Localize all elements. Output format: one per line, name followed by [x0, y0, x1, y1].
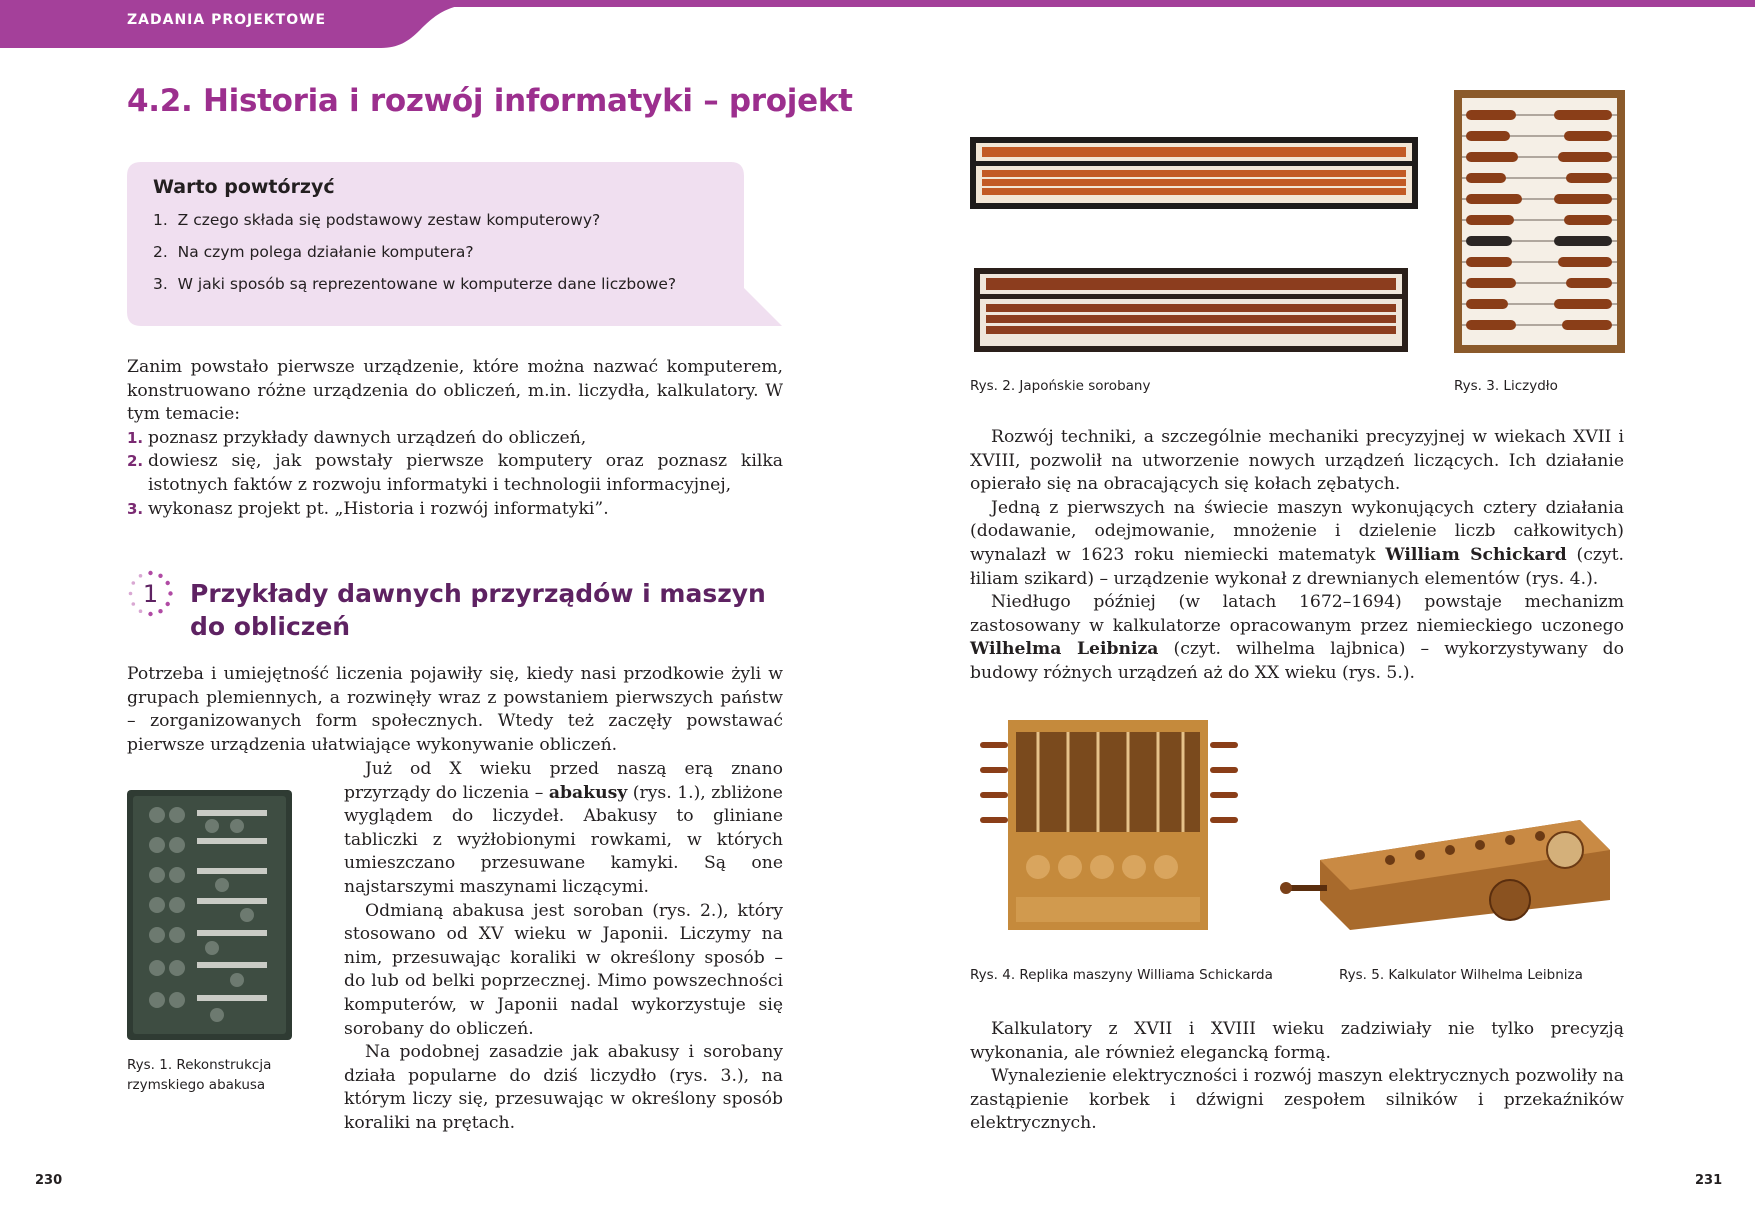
text-run: (czyt. łiliam szikard) – urządzenie wykonał z drewnianych elementów (rys. 4.).: [970, 544, 1624, 589]
figure-5-caption: Rys. 5. Kalkulator Wilhelma Leibniza: [1339, 967, 1583, 983]
caption-line: rzymskiego abakusa: [127, 1077, 266, 1093]
paragraph-electricity: [970, 1018, 1624, 1136]
soroban-image-bottom: [974, 268, 1408, 352]
intro-goal-item: [127, 498, 783, 522]
goal-text: dowiesz się, jak powstały pierwsze komputery oraz poznasz kilka istotnych faktów z rozwoju informatyki i technologii informacyjnej,: [148, 451, 783, 495]
review-box-title: Warto powtórzyć: [153, 176, 335, 198]
paragraph: [970, 497, 1624, 591]
text-run: (rys. 1.), zbliżone wyglądem do liczydeł. Abakusy to gliniane tabliczki z wyżłobionymi rowkami, w których umieszczano przesuwane kamyki. Są one najstarszymi maszynami liczącymi.: [344, 782, 783, 897]
figure-3-caption: Rys. 3. Liczydło: [1454, 378, 1558, 394]
intro-goal-item: [127, 427, 783, 451]
intro-goal-list: [127, 427, 783, 521]
roman-abacus-image: [127, 790, 292, 1040]
figure-2-caption: Rys. 2. Japońskie sorobany: [970, 378, 1151, 394]
section-heading-line: do obliczeń: [190, 612, 351, 641]
section-number-badge: [127, 570, 174, 617]
bold-term: William Schickard: [1385, 544, 1567, 565]
counting-frame-image: [1454, 90, 1625, 353]
bold-term: abakusy: [548, 782, 628, 803]
paragraph: Odmianą abakusa jest soroban (rys. 2.), który stosowano od XV wieku w Japonii. Liczymy na nim, przesuwając koraliki w określony sposób – do lub od belki poprzecznej. Mimo powszechności komputerów, w Japonii nadal wykorzystuje się sorobany do obliczeń.: [344, 900, 783, 1039]
paragraph: Kalkulatory z XVII i XVIII wieku zadziwiały nie tylko precyzją wykonania, ale również elegancką formą.: [970, 1019, 1624, 1063]
paragraph: Rozwój techniki, a szczególnie mechaniki precyzyjnej w wiekach XVII i XVIII, pozwolił na utworzenie nowych urządzeń liczących. Ich działanie opierało się na obracających się kołach zębatych.: [970, 427, 1624, 495]
paragraph-abacus: [344, 758, 783, 1136]
goal-text: wykonasz projekt pt. „Historia i rozwój informatyki”.: [148, 498, 609, 519]
paragraph: Potrzeba i umiejętność liczenia pojawiły się, kiedy nasi przodkowie żyli w grupach plemiennych, a rozwinęły wraz z powstaniem pierwszych państw – zorganizowanych form społecznych. Wtedy też zaczęły powstawać pierwsze urządzenia ułatwiające wykonywanie obliczeń.: [127, 664, 783, 755]
goal-text: poznasz przykłady dawnych urządzeń do obliczeń,: [148, 427, 587, 448]
text-run: Niedługo później (w latach 1672–1694) powstaje mechanizm zastosowany w kalkulatorze opracowanym przez niemieckiego uczonego: [970, 592, 1624, 636]
bold-term: Wilhelma Leibniza: [970, 639, 1159, 660]
paragraph: [344, 758, 783, 900]
review-question: 2. Na czym polega działanie komputera?: [153, 243, 474, 261]
figure-4-caption: Rys. 4. Replika maszyny Williama Schickarda: [970, 967, 1273, 983]
review-box: [127, 162, 782, 326]
intro-goal-item: [127, 450, 783, 497]
paragraph-mechanical-calculators: [970, 426, 1624, 686]
page-number-left: 230: [35, 1173, 63, 1188]
schickard-machine-image: [978, 712, 1240, 940]
caption-line: Rys. 1. Rekonstrukcja: [127, 1057, 272, 1073]
review-question-list: [153, 211, 676, 307]
section-tab-label: ZADANIA PROJEKTOWE: [127, 12, 327, 28]
goal-number: 2.: [127, 452, 144, 471]
figure-1-caption: [127, 1055, 271, 1095]
section-number: 1: [142, 580, 159, 608]
paragraph-origins: [127, 663, 783, 757]
text-run: Już od X wieku przed naszą erą znano przyrządy do liczenia –: [344, 759, 783, 803]
goal-number: 3.: [127, 499, 144, 518]
goal-number: 1.: [127, 428, 144, 447]
paragraph: Wynalezienie elektryczności i rozwój maszyn elektrycznych pozwoliły na zastąpienie korbek i dźwigni zespołem silników i przekaźników elektrycznych.: [970, 1066, 1624, 1134]
intro-paragraph: Zanim powstało pierwsze urządzenie, które można nazwać komputerem, konstruowano różne urządzenia do obliczeń, m.in. liczydła, kalkulatory. W tym temacie:: [127, 357, 783, 425]
paragraph: [970, 591, 1624, 685]
review-question: 3. W jaki sposób są reprezentowane w komputerze dane liczbowe?: [153, 275, 677, 293]
page-title: 4.2. Historia i rozwój informatyki – projekt: [127, 83, 853, 119]
review-question: 1. Z czego składa się podstawowy zestaw komputerowy?: [153, 211, 601, 229]
section-heading-line: Przykłady dawnych przyrządów i maszyn: [190, 579, 766, 608]
paragraph: Na podobnej zasadzie jak abakusy i sorobany działa popularne do dziś liczydło (rys. 3.), na którym liczy się, przesuwając w określony sposób koraliki na prętach.: [344, 1042, 783, 1133]
page-number-right: 231: [1695, 1173, 1723, 1188]
text-run: Jedną z pierwszych na świecie maszyn wykonujących cztery działania (dodawanie, odejmowanie, mnożenie i dzielenie liczb całkowitych) wynalazł w 1623 roku niemiecki matematyk: [970, 497, 1624, 565]
section-heading: [190, 577, 766, 643]
leibniz-calculator-image: [1280, 790, 1625, 940]
text-run: (czyt. wilhelma lajbnica) – wykorzystywany do budowy różnych urządzeń aż do XX wieku (rys. 5.).: [970, 639, 1624, 683]
intro-text: [127, 356, 783, 521]
soroban-image-top: [970, 137, 1418, 209]
